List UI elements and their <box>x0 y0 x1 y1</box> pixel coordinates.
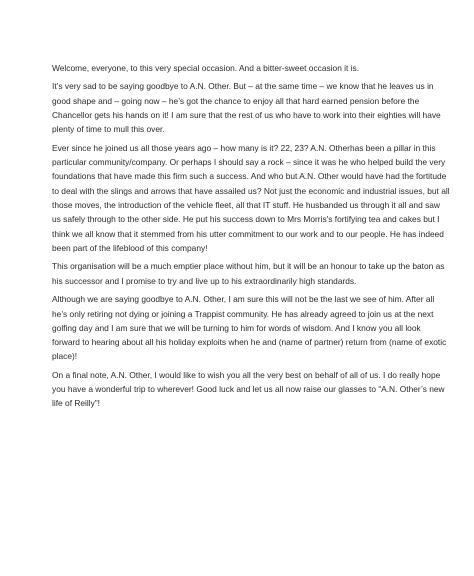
paragraph-welcome: Welcome, everyone, to this very special occasion. And a bitter-sweet occasion it is. <box>52 63 360 73</box>
paragraph-successor: This organisation will be a much emptier place without him, but it will be an honour to take up the baton as his successor and I promise to try and live up to his extraordinarily high standards. <box>52 261 445 286</box>
paragraph-goodbye: It’s very sad to be saying goodbye to A.N. Other. But – at the same time – we know that he leaves us in good shape and – going now – he’s got the chance to enjoy all that hard earned pension before the Chancellor gets his hands on it! I am sure that the rest of us who have to work into their eighties will have plenty of time to mull this over. <box>52 81 441 135</box>
paragraph-final-note: On a final note, A.N. Other, I would like to wish you all the very best on behalf of all of us. I do really hope you have a wonderful trip to wherever! Good luck and let us all now raise our glasses to “A.N. Other’s new life of Reilly”! <box>52 369 445 409</box>
paragraph-history: Ever since he joined us all those years ago – how many is it? 22, 23? A.N. Otherhas been a pillar in this particular community/company. Or perhaps I should say a rock – since it was he who helped build the very foundations that have made this firm such a success. And who but A.N. Other would have had the fortitude to deal with the slings and arrows that have assailed us? Not just the economic and industrial issues, but all those moves, the introduction of the vehicle fleet, all that IT stuff. He husbanded us through it all and saw us safely through to the other side. He put his success down to Mrs Morris's fortifying tea and cakes but I think we all know that it stemmed from his utter commitment to our work and to our people. He has indeed been part of the lifeblood of this company! <box>52 142 450 253</box>
paragraph-future: Although we are saying goodbye to A.N. Other, I am sure this will not be the last we see of him. After all he’s only retiring not dying or joining a Trappist community. He has already agreed to join us at the next golfing day and I am sure that we will be turning to him for words of wisdom. And I know you all look forward to hearing about all his holiday exploits when he and (name of partner) return from (name of exotic place)! <box>52 294 447 362</box>
document-body <box>52 61 450 415</box>
